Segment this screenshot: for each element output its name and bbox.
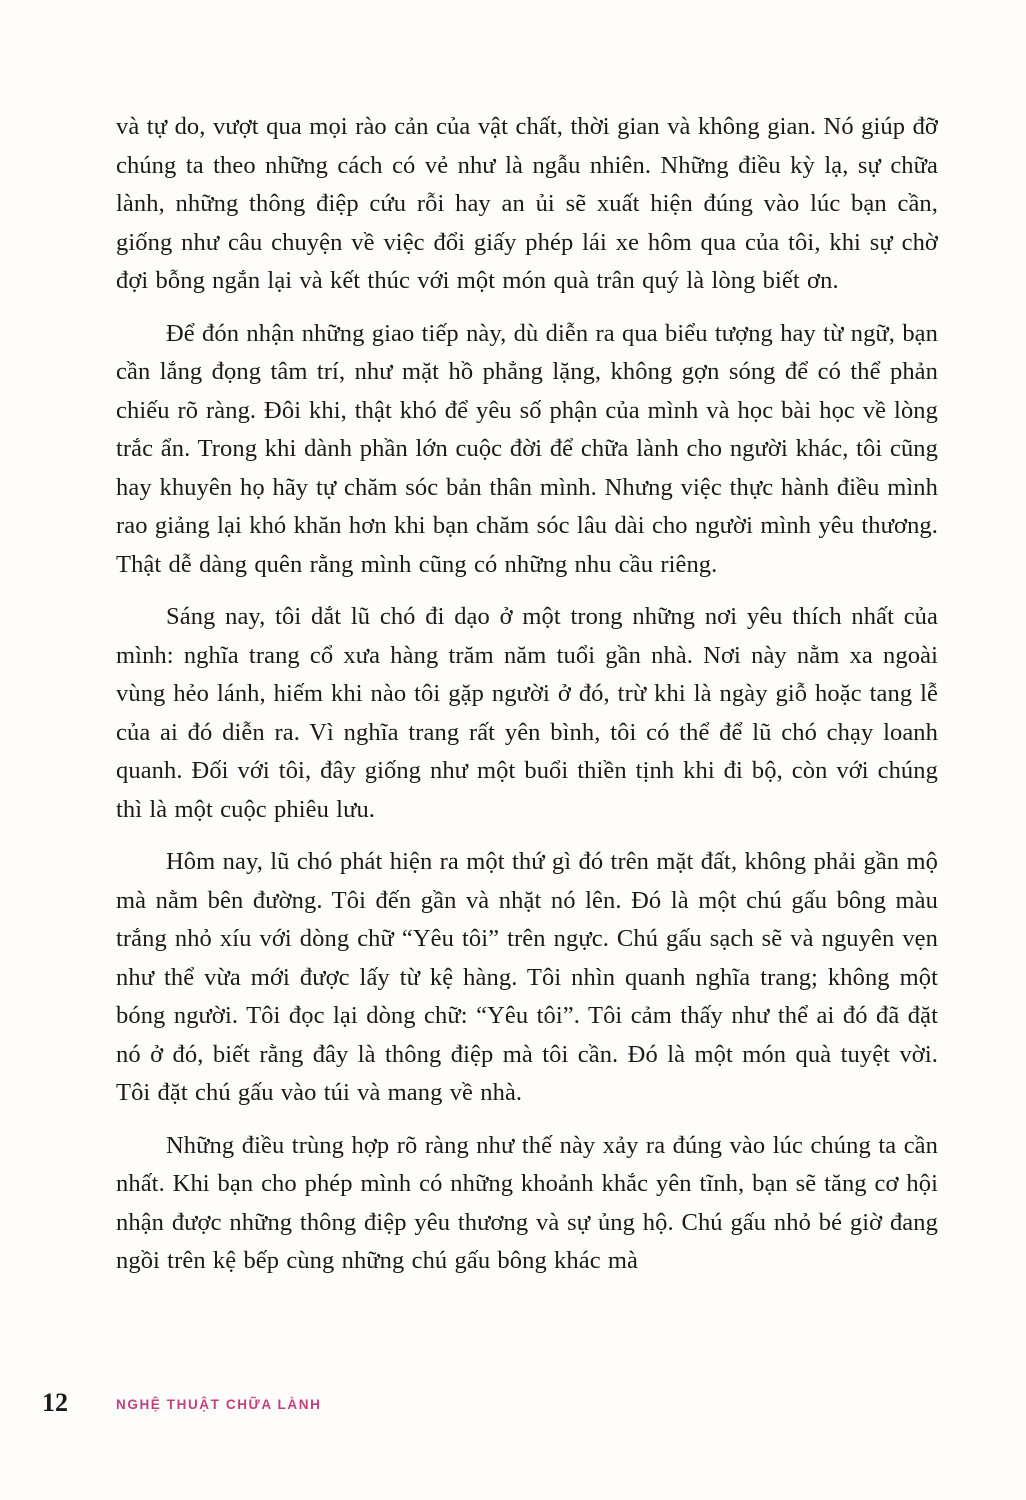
paragraph: Để đón nhận những giao tiếp này, dù diễn ra qua biểu tượng hay từ ngữ, bạn cần lắng đọng tâm trí, như mặt hồ phẳng lặng, không gợn sóng để có thể phản chiếu rõ ràng. Đôi khi, thật khó để yêu số phận của mình và học bài học về lòng trắc ẩn. Trong khi dành phần lớn cuộc đời để chữa lành cho người khác, tôi cũng hay khuyên họ hãy tự chăm sóc bản thân mình. Nhưng việc thực hành điều mình rao giảng lại khó khăn hơn khi bạn chăm sóc lâu dài cho người mình yêu thương. Thật dễ dàng quên rằng mình cũng có những nhu cầu riêng. <box>116 319 938 578</box>
paragraph: Sáng nay, tôi dắt lũ chó đi dạo ở một trong những nơi yêu thích nhất của mình: nghĩa trang cổ xưa hàng trăm năm tuổi gần nhà. Nơi này nằm xa ngoài vùng hẻo lánh, hiếm khi nào tôi gặp người ở đó, trừ khi là ngày giỗ hoặc tang lễ của ai đó diễn ra. Vì nghĩa trang rất yên bình, tôi có thể để lũ chó chạy loanh quanh. Đối với tôi, đây giống như một buổi thiền tịnh khi đi bộ, còn với chúng thì là một cuộc phiêu lưu. <box>116 603 938 823</box>
running-title: NGHỆ THUẬT CHỮA LÀNH <box>116 1397 322 1412</box>
page-footer <box>0 1388 1026 1428</box>
page-number: 12 <box>42 1388 68 1417</box>
paragraph: và tự do, vượt qua mọi rào cản của vật chất, thời gian và không gian. Nó giúp đỡ chúng ta theo những cách có vẻ như là ngẫu nhiên. Những điều kỳ lạ, sự chữa lành, những thông điệp cứu rỗi hay an ủi sẽ xuất hiện đúng vào lúc bạn cần, giống như câu chuyện về việc đổi giấy phép lái xe hôm qua của tôi, khi sự chờ đợi bỗng ngắn lại và kết thúc với một món quà trân quý là lòng biết ơn. <box>116 113 938 294</box>
paragraph: Những điều trùng hợp rõ ràng như thế này xảy ra đúng vào lúc chúng ta cần nhất. Khi bạn cho phép mình có những khoảnh khắc yên tĩnh, bạn sẽ tăng cơ hội nhận được những thông điệp yêu thương và sự ủng hộ. Chú gấu nhỏ bé giờ đang ngồi trên kệ bếp cùng những chú gấu bông khác mà <box>116 1131 938 1274</box>
paragraph: Hôm nay, lũ chó phát hiện ra một thứ gì đó trên mặt đất, không phải gần mộ mà nằm bên đường. Tôi đến gần và nhặt nó lên. Đó là một chú gấu bông màu trắng nhỏ xíu với dòng chữ “Yêu tôi” trên ngực. Chú gấu sạch sẽ và nguyên vẹn như thể vừa mới được lấy từ kệ hàng. Tôi nhìn quanh nghĩa trang; không một bóng người. Tôi đọc lại dòng chữ: “Yêu tôi”. Tôi cảm thấy như thể ai đó đã đặt nó ở đó, biết rằng đây là thông điệp mà tôi cần. Đó là một món quà tuyệt vời. Tôi đặt chú gấu vào túi và mang về nhà. <box>116 848 938 1106</box>
body-text <box>116 108 938 1295</box>
